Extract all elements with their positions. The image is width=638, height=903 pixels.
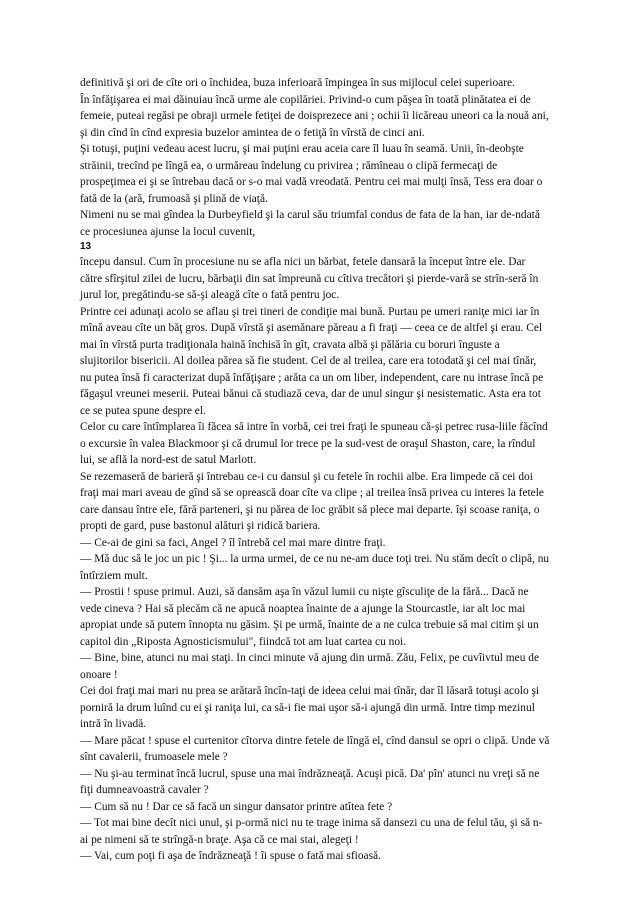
dialogue-line: — Ce-ai de gini sa faci, Angel ? îl întrebă cel mai mare dintre fraţi. [80, 536, 386, 549]
paragraph: definitivă şi ori de cîte ori o închidea, buza inferioară împingea în sus mijlocul celei superioare. [80, 77, 515, 89]
dialogue-line: — Nu şi-au terminat încă lucrul, spuse una mai îndrăzneaţă. Acuşi pică. Da' pîn' atunci nu vreţi să ne fiţi dumneavoastră cavaler ? [80, 767, 540, 796]
dialogue-line: — Bine, bine, atunci nu mai staţi. In cinci minute vă ajung din urmă. Zău, Felix, pe cuvîivtul meu de onoare ! [80, 652, 540, 681]
paragraph: Cei doi fraţi mai mari nu prea se arătară încîn-taţi de ideea celui mai tînăr, dar îl lăsară totuşi acolo şi porniră la drum luînd cu ei şi raniţa lui, ca să-i fie mai uşor să-i ajungă din urmă. Intre timp mezinul intră în livadă. [80, 685, 540, 730]
paragraph: Şi totuşi, puţini vedeau acest lucru, şi mai puţini erau aceia care îl luau în seamă. Unii, în-deobşte străinii, trecînd pe lîngă ea, o urmăreau îndelung cu privirea ; rămîneau o clipă fermecaţi de prospeţimea ei şi se întrebau dacă or s-o mai vadă vreodată. Pentru cei mai mulţi însă, Tess era doar o fată de la (ară, frumoasă şi plină de viaţă. [80, 143, 543, 205]
dialogue-line: — Mă duc să le joc un pic ! Şi... la urma urmei, de ce nu ne-am duce toţi trei. Nu stăm decît o clipă, nu întîrziem mult. [80, 553, 550, 582]
paragraph: Printre cei adunaţi acolo se aflau şi trei tineri de condiţie mai bună. Purtau pe umeri raniţe mici iar în mînă aveau cîte un băţ gros. După vîrstă şi asemănare păreau a fi fraţi — ceea ce de altfel şi erau. Cel mai în vîrstă purta tradiţionala haină închisă în gît, cravata albă şi pălăria cu boruri înguste a slujitorilor bisericii. Al doilea părea să fie student. Cel de al treilea, care era totodată şi cel mai tînăr, nu putea însă fi caracterizat după înfăţişare ; arăta ca un om liber, independent, care nu intrase încă pe făgaşul vreunei meserii. Puteai bănui că studiază ceva, dar de unul singur şi nesistematic. Asta era tot ce se putea spune despre el. [80, 305, 544, 417]
paragraph: începu dansul. Cum în procesiune nu se afla nici un bărbat, fetele dansară la început între ele. Dar către sfîrşitul zilei de lucru, bărbaţii din sat împreună cu cîtiva trecători şi pierde-vară se strîn-seră în jurul lor, pregătindu-se să-şi aleagă cîte o fată pentru joc. [80, 256, 539, 301]
page-number: 13 [80, 241, 92, 252]
dialogue-line: — Tot mai bine decît nici unul, şi p-ormă nici nu te trage inima să dansezi cu una de felul tău, şi să n-ai pe nimeni să te strîngă-n braţe. Aşa că ce mai stai, alegeţi ! [80, 817, 543, 846]
dialogue-line: — Prostii ! spuse primul. Auzi, să dansăm aşa în văzul lumii cu nişte gîsculiţe de la fără... Dacă ne vede cineva ? Hai să plecăm că ne apucă noaptea înainte de a ajunge la Stourcastle, iar alt loc mai apropiat unde să putem înnopta nu găsim. Şi pe urmă, înainte de a ne culca trebuie să mai citim şi un capitol din „Riposta Agnosticismului", fiindcă tot am luat cartea cu noi. [80, 586, 539, 648]
dialogue-line: — Cum să nu ! Dar ce să facă un singur dansator printre atîtea fete ? [80, 800, 393, 813]
paragraph: Se rezemaseră de barieră şi întrebau ce-i cu dansul şi cu fetele în rochii albe. Era limpede că cei doi fraţi mai mari aveau de gînd să se oprească doar cîte va clipe ; al treilea însă privea cu interes la fetele care dansau între ele, fără parteneri, şi nu părea de loc grăbit să plece mai departe. îşi scoase raniţa, o propti de gard, puse bastonul alături şi ridică bariera. [80, 470, 544, 532]
paragraph: Celor cu care întîmplarea îi făcea să intre în vorbă, cei trei fraţi le spuneau că-şi petrec rusa-liile făcînd o excursie în valea Blackmoor şi că drumul lor trece pe la sud-vest de oraşul Shaston, care, la rîndul lui, se află la nord-est de satul Marlott. [80, 421, 548, 466]
dialogue-line: — Mare păcat ! spuse el curtenitor cîtorva dintre fetele de lîngă el, cînd dansul se opri o clipă. Unde vă sînt cavalerii, frumoasele mele ? [80, 734, 550, 763]
paragraph: Nimeni nu se mai gîndea la Durbeyfield şi la carul său triumfal condus de fata de la han, iar de-ndată ce procesiunea ajunse la locul cuvenit, [80, 209, 540, 238]
book-page-text [80, 75, 550, 865]
dialogue-line: — Vai, cum poţi fi aşa de îndrăzneaţă ! îi spuse o fată mai sfioasă. [80, 850, 381, 862]
paragraph: În înfăţişarea ei mai dăinuiau încă urme ale copilăriei. Privind-o cum păşea în toată plinătatea ei de femeie, puteai regăsi pe obraji urmele fetiţei de doisprezece ani ; ochii îi licăreau uneori ca la nouă ani, şi din cînd în cînd expresia buzelor amintea de o fetiţă în vîrstă de cinci ani. [80, 93, 549, 139]
